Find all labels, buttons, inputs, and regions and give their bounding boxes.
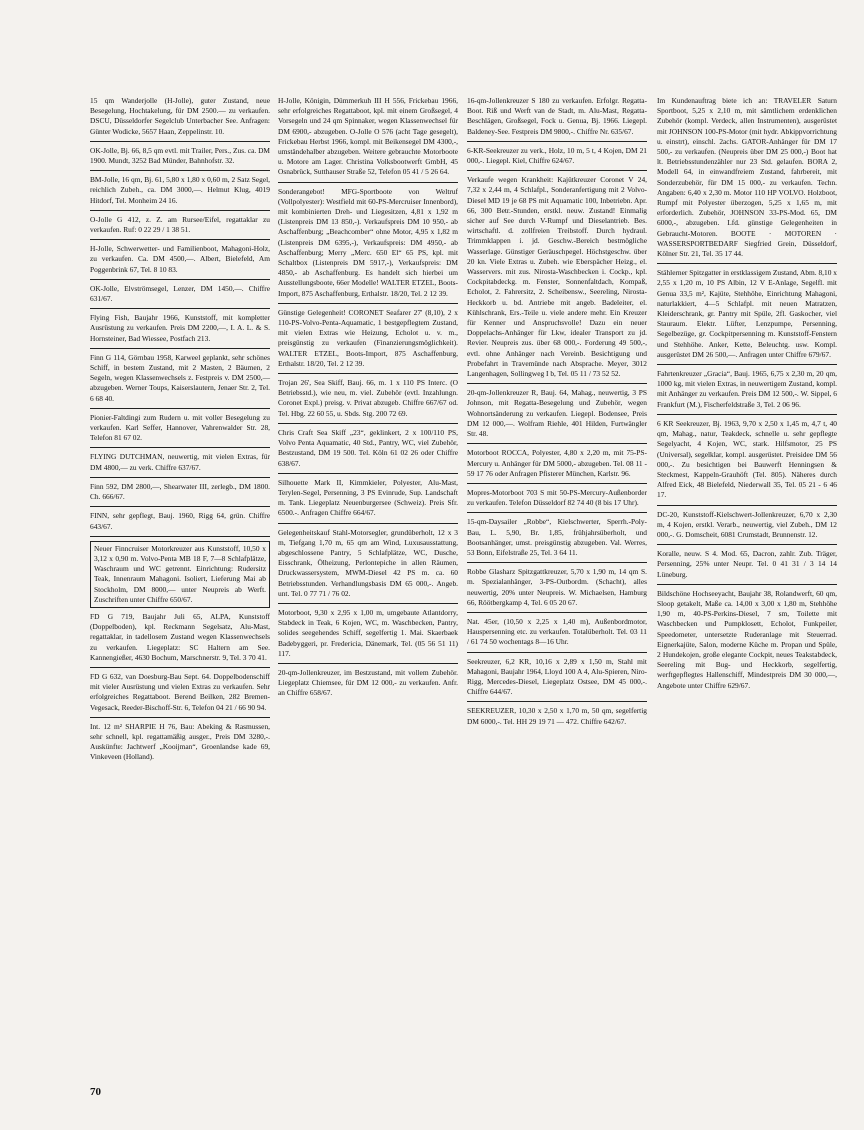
classified-ad: H-Jolle, Schwerwetter- und Familienboot, Mahagoni-Holz, zu verkaufen. Ca. DM 4500,—. Albert, Bielefeld, Am Poggenbrink 67, Tel. 8 10 83. bbox=[90, 244, 270, 280]
classified-ad: Finn G 114, Görnbau 1958, Karweel geplankt, sehr schönes Schiff, in bestem Zustand, mit 2 Masten, 2 Bäumen, 2 Segeln, wegen Klassenwechsels z. Festpreis v. DM 2500,— abzugeben. Werner Toups, Kaiserslautern, Jenaer Str. 2, Tel. 6 68 40. bbox=[90, 353, 270, 409]
classified-ad: Int. 12 m² SHARPIE H 76, Bau: Abeking & Rasmussen, sehr schnell, kpl. regattamäßig ausger., Preis DM 3280,-. Auskünfte: Jachtwerf „Kooijman“, Groenlandse kade 69, Vinkeveen (Holland). bbox=[90, 721, 270, 762]
classified-ad: SEEKREUZER, 10,30 x 2,50 x 1,70 m, 50 qm, segelfertig DM 6000,-. Tel. HH 29 19 71 — 472. Chiffre 642/67. bbox=[467, 706, 647, 726]
classified-ad: Chris Craft Sea Skiff „23“, geklinkert, 2 x 100/110 PS, Volvo Penta Aquamatic, 40 Std., Pantry, WC, viel Zubehör, Bestzustand, DM 19 500. Tel. Köln 61 02 26 oder Chiffre 638/67. bbox=[278, 428, 458, 474]
classified-ad: 15-qm-Daysailer „Robbe“, Kielschwerter, Sperrh.-Poly-Bau, L. 5,90, Br. 1,85, frühjahrsüberholt, und Bootsanhänger, umst. preisgünstig abzugeben. Val. Werres, 53 Bonn, Eifelstraße 25, Tel. 3 64 11. bbox=[467, 517, 647, 563]
classified-ad: FLYING DUTCHMAN, neuwertig, mit vielen Extras, für DM 4800,— zu verk. Chiffre 637/67. bbox=[90, 452, 270, 477]
classified-ad: 20-qm-Jollenkreuzer, im Bestzustand, mit vollem Zubehör. Liegeplatz Chiemsee, für DM 12 000,- zu verkaufen. Anfr. an Chiffre 658/67. bbox=[278, 667, 458, 698]
page-number: 70 bbox=[90, 1086, 101, 1098]
classified-ad: Silhouette Mark II, Kimmkieler, Polyester, Alu-Mast, Terylen-Segel, Persenning, 3 PS Evinrude, Sup. Landschaft m. Tank. Liegeplatz Neuenburgersee (Schweiz). Preis Sfr. 6500.-. Anfragen Chiffre 664/67. bbox=[278, 478, 458, 524]
classified-ad: H-Jolle, Königin, Dümmerkuh III H 556, Frickebau 1966, sehr erfolgreiches Regattaboot, kpl. mit einem Großsegel, 4 Vorsegeln und 24 qm Spinnaker, wegen Klassenwechsel für DM 6900,- abzugeben. O-Jolle O 576 (acht Tage gesegelt), Frickebau Herbst 1966, kompl. mit Beikensegel DM 4300,-, umständehalber abzugeben. Weitere gebrauchte Motorboote u. Motore am Lager. Christina Volksbootwerft GmbH, 45 Osnabrück, Sutthauser Straße 52, Telefon 05 41 / 5 26 64. bbox=[278, 96, 458, 183]
classified-ad: Seekreuzer, 6,2 KR, 10,16 x 2,89 x 1,50 m, Stahl mit Mahagoni, Baujahr 1964, Lloyd 100 A 4, Alu-Spieren, Niro-Rigg, Mercedes-Diesel, Liegeplatz Ostsee, DM 45 000,-. Chiffre 644/67. bbox=[467, 657, 647, 703]
classified-ad: DC-20, Kunststoff-Kielschwert-Jollenkreuzer, 6,70 x 2,30 m, 4 Kojen, erstkl. Verarb., neuwertig, viel Zubeh., DM 12 000,-. G. Domscheit, 6081 Crumstadt, Brunnenstr. 12. bbox=[657, 510, 837, 546]
classified-ad: Nat. 45er, (10,50 x 2,25 x 1,40 m), Außenbordmotor, Hauspersenning etc. zu verkaufen. Totalüberholt. Tel. 03 11 / 61 74 50 wochentags 8—16 Uhr. bbox=[467, 617, 647, 653]
classified-ad: Motorboot, 9,30 x 2,95 x 1,00 m, umgebaute Atlantdorry, Stabdeck in Teak, 6 Kojen, WC, m. Waschbecken, Pantry, solides seegehendes Schiff, segelfertig 1. Mai. Skaerbaek Badebyggeri, pr. Fredericia, Dänemark, Tel. (05 56 51 11) 117. bbox=[278, 608, 458, 664]
classified-ad: Pionier-Faltdingi zum Rudern u. mit voller Besegelung zu verkaufen. Karl Seffer, Hannover, Vahrenwalder Str. 28, Telefon 81 67 02. bbox=[90, 413, 270, 449]
classified-ad: BM-Jolle, 16 qm, Bj. 61, 5,80 x 1,80 x 0,60 m, 2 Satz Segel, reichlich Zubeh., ca. DM 3000,—. Helmut Klug, 4019 Hitdorf, Tel. Monheim 24 16. bbox=[90, 175, 270, 211]
classified-page bbox=[84, 96, 837, 1076]
classified-ad: Flying Fish, Baujahr 1966, Kunststoff, mit kompletter Ausrüstung zu verkaufen. Preis DM 2200,—, I. A. L. & S. Hornsteiner, Bad Wiessee, Postfach 213. bbox=[90, 313, 270, 349]
classified-ad: FINN, sehr gepflegt, Bauj. 1960, Rigg 64, grün. Chiffre 643/67. bbox=[90, 511, 270, 536]
classified-ad: 20-qm-Jollenkreuzer R, Bauj. 64, Mahag., neuwertig, 3 PS Johnson, mit Regatta-Besegelung und Zubehör, wegen Wohnortsänderung zu verkaufen. Liegepl. Bodensee, Preis DM 12 000,—. Wolfram Riehle, 401 Hilden, Furtwängler Str. 48. bbox=[467, 388, 647, 444]
classified-ad: Motorboot ROCCA, Polyester, 4,80 x 2,20 m, mit 75-PS-Mercury u. Anhänger für DM 5000,- abzugeben. Tel. 08 11 - 59 17 76 oder Anfragen Pfisterer München, Karlstr. 96. bbox=[467, 448, 647, 484]
classified-ad: Bildschöne Hochseeyacht, Baujahr 38, Rolandwerft, 60 qm, Sloop getakelt, Maße ca. 14,00 x 3,00 x 1,80 m, Stehhöhe 1,90 m, 40-PS-Perkins-Diesel, 7 sm, Toilette mit Waschbecken und Pumpklosett, Echolot, Funkpeiler, Speedometer, untersetzte Ruderanlage mit Steuerrad. Eignerkajüte, Salon, moderne Küche m. Propan und Spüle, 2 Hundekojen, große elegante Cockpit, neues Teakstabdeck, Seereling mit Bug- und Heckkorb, segelfertig, werftgepflegtes Hallenschiff, Mindestpreis DM 30 000,—, Angebote unter Chiffre 629/67. bbox=[657, 588, 837, 690]
classified-ad: 15 qm Wanderjolle (H-Jolle), guter Zustand, neue Besegelung, Hochtakelung, für DM 2500.— zu verkaufen. DSCU, Düsseldorfer Segelclub Unterbacher See. Anfragen: Günter Wodicke, 5657 Haan, Zeppelinstr. 10. bbox=[90, 96, 270, 142]
classified-ad: Mopres-Motorboot 703 S mit 50-PS-Mercury-Außenborder zu verkaufen. Telefon Düsseldorf 82 74 40 (8 bis 17 Uhr). bbox=[467, 488, 647, 513]
classified-ad: Stählerner Spitzgatter in erstklassigem Zustand, Abm. 8,10 x 2,55 x 1,20 m, 10 PS Albin, 12 V E-Anlage, Segelfl. mit Genua 33,5 m², Kajüte, Stehhöhe, Einrichtung Mahagoni, naturlakkiert, 4—5 Schlafpl. mit neuen Matratzen, Kleiderschrank, gr. Pantry mit Spüle, 2fl. Gaskocher, viel Stauraum. Elektr. Lüfter, Lenzpumpe, Persenning, Segelbezüge, gr. Cockpitpersenning m. Kunststoff-Fenstern und Stehhöhe. Anker, Kette, Beleuchtg. usw. Kompl. ausgerüstet DM 26 500,—. Anfragen unter Chiffre 679/67. bbox=[657, 268, 837, 365]
classified-ad: Fahrtenkreuzer „Gracia“, Bauj. 1965, 6,75 x 2,30 m, 20 qm, 1000 kg, mit vielen Extras, in neuwertigem Zustand, kompl. mit Anhänger zu verkaufen. Preis DM 12 500,-. W. Sippel, 6 Frankfurt (M.), Fischerfeldstraße 3, Tel. 2 06 96. bbox=[657, 369, 837, 415]
classified-ad: 6-KR-Seekreuzer zu verk., Holz, 10 m, 5 t, 4 Kojen, DM 21 000,-. Liegepl. Kiel, Chiffre 624/67. bbox=[467, 146, 647, 171]
classified-ad: FD G 719, Baujahr Juli 65, ALPA, Kunststoff (Doppelboden), kpl. Reckmann Segelsatz, Alu-Mast, regattaklar, in tadellosem Zustand wegen Klassenwechsels zu verkaufen. Liegeplatz: SC Haltern am See. Kannengießer, 4630 Bochum, Marschnerstr. 9, Tel. 3 70 41. bbox=[90, 612, 270, 668]
classified-ad: Gelegenheitskauf Stahl-Motorsegler, grundüberholt, 12 x 3 m, Tiefgang 1,70 m, 65 qm am Wind, Luxusausstattung, abgeschlossene Pantry, 5 Schlafplätze, WC, Dusche, Eisschrank, Ölheizung, Perlontepiche in allen Räumen, Druckwassersystem, MWM-Diesel 42 PS m. ca. 60 Betriebsstunden. Verhandlungsbasis DM 65 000,-. Angeb. unt. Tel. 0 77 71 / 76 02. bbox=[278, 528, 458, 604]
column-3 bbox=[467, 96, 647, 735]
column-2 bbox=[278, 96, 458, 707]
column-1 bbox=[90, 96, 270, 771]
classified-ad: Im Kundenauftrag biete ich an: TRAVELER Saturn Sportboot, 5,25 x 2,10 m, mit sämtlichem erdenklichen Zubehör (kompl. Verdeck, allen Instrumenten), ausgerüstet mit JOHNSON 100-PS-Motor (mit hydr. Abkippvorrichtung u. einstrt), einschl. 2achs. GATOR-Anhänger für DM 17 500,- zu verkaufen. (Neupreis über DM 25 000,-) Boot hat lt. Betriebsstundenzähler nur 23 Std. gelaufen. BORA 2, Modell 64, in einwandfreiem Zustand, fahrbereit, mit Sonderzubehör, für DM 15 000,- zu verkaufen. Techn. Angaben: 6,40 x 2,30 m. Motor 110 HP VOLVO. Holzboot, Rumpf mit Polyester überzogen, 5,25 x 1,65 m, mit erforderlich. Zubehör, JOHNSON 33-PS-Mod. 65, DM 6000,-, abzugeben. Lfd. günstige Gelegenheiten in Gebraucht-Motoren. BOOTE · MOTOREN · WASSERSPORTBEDARF Siegfried Grein, Düsseldorf, Kölner Str. 21, Tel. 35 17 44. bbox=[657, 96, 837, 264]
classified-ad: O-Jolle G 412, z. Z. am Rursee/Eifel, regattaklar zu verkaufen. Ruf: 0 22 29 / 1 38 51. bbox=[90, 215, 270, 240]
boxed-classified-ad: Neuer Finncruiser Motorkreuzer aus Kunststoff, 10,50 x 3,12 x 0,90 m. Volvo-Penta MB 18 F, 7—8 Schlafplätze, Waschraum und WC getrennt. Einrichtung: Rudersitz Teak, Innenraum Mahagoni. Isoliert, Lieferung Mai ab Stockholm, DM 8000,— unter Neupreis ab Werft. Zuschriften unter Chiffre 650/67. bbox=[90, 541, 270, 608]
classified-ad: OK-Jolle, Elvströmsegel, Lenzer, DM 1450,—. Chiffre 631/67. bbox=[90, 284, 270, 309]
column-4 bbox=[657, 96, 837, 699]
classified-ad: Sonderangebot! MFG-Sportboote von Weltruf (Vollpolyester): Westfield mit 60-PS-Mercruiser Innenbord), mit kombinierten Dreh- und Liegesitzen, 4,81 x 1,92 m (Listenpreis DM 13 850,-). Verkaufspreis DM 10 950,- ab Aschaffenburg; „Beachcomber“ ohne Motor, 4,95 x 1,82 m (Listenpreis DM 6395,-), Verkaufspreis: DM 4950,- ab Aschaffenburg; Merry „Merc. 650 El“ 65 PS, kpl. mit Schaltbox (Listenpreis DM 5917,-), Verkaufspreis: DM 4850,- ab Aschaffenburg. Es handelt sich hierbei um Ausstellungsboote, 66er Modelle! WALTER ETZEL, Boots-Import, 875 Aschaffenburg, Erthalstr. 18/20, Tel. 2 12 39. bbox=[278, 187, 458, 304]
classified-ad: OK-Jolle, Bj. 66, 8,5 qm evtl. mit Trailer, Pers., Zus. ca. DM 1900. Mundt, 3252 Bad Münder, Bahnhofstr. 32. bbox=[90, 146, 270, 171]
classified-ad: Verkaufe wegen Krankheit: Kajütkreuzer Coronet V 24, 7,32 x 2,44 m, 4 Schlafpl., Sonderanfertigung mit 2 Volvo-Diesel MD 19 je 68 PS mit Aquamatic 100, Inbetriebn. Apr. 66, 300 Betr.-Stunden, erstkl. neuw. Zustand! Einmalig sicher auf See durch V-Rumpf und Dieselantrieb. Bes. wirtschaftl. d. zollfreien Treibstoff. Durch hydraul. Trimmklappen i. jd. Geschw.-Bereich bestmögliche Wasserlage. Günstiger Geräuschpegel. Höchstgeschw. über 20 kn. Viele Extras u. Zubeh. wie Eberspächer Heizg., el. Wasservers. mit zus. Nirosta-Waschbecken i. Cockp., kpl. Cockpitabdeckg. m. Fenster, Sonnenfaltdach, Kompaß, Echolot, 2. Fahrersitz, 2. Scheibensw., Seereling, Nirosta-Heckkorb u. bd. Antriebe mit angeb. Badeleiter, el. Kühlschrank, Ers.-Teile u. viele andere mehr. Ein Kreuzer für Kenner und Anspruchsvolle! Dazu ein neuer Doppelachs-Anhänger für Lkw, idealer Transport zu jd. Revier. Neupreis zus. über 68 000,-. Forderung 49 500,-, evtl. ohne Anhänger nach Vereinb. Besichtigung und Probefahrt in Travemünde nach Absprache. Meyer, 3012 Langenhagen, Sollingweg I b, Tel. 05 11 / 73 52 52. bbox=[467, 175, 647, 384]
classified-ad: Robbe Glasharz Spitzgattkreuzer, 5,70 x 1,90 m, 14 qm S. m. Spezialanhänger, 3-PS-Outbordm. (Schacht), alles neuwertig, 20% unter Neupreis. W. Michaelsen, Hamburg 66, Röötbergkamp 4, Tel. 6 05 20 67. bbox=[467, 567, 647, 613]
classified-ad: 6 KR Seekreuzer, Bj. 1963, 9,70 x 2,50 x 1,45 m, 4,7 t, 40 qm, Mahag., natur, Teakdeck, schnelle u. sehr gepflegte Segelyacht, 4 Kojen, WC, stark. Hilfsmotor, 25 PS (Universal), segelklar, kompl. ausgerüstet. Preisidee DM 56 000,-. Zu besichtigen bei Bauwerft Henningsen & Steckmest, Kappeln-Grauhöft (Tel. 805). Näheres durch Alfred Eick, 48 Bielefeld, Niederwall 35, Tel. 05 21 - 6 46 17. bbox=[657, 419, 837, 506]
classified-ad: Finn 592, DM 2800,—, Shearwater III, zerlegb., DM 1800. Ch. 666/67. bbox=[90, 482, 270, 507]
classified-ad: Koralle, neuw. S 4. Mod. 65, Dacron, zahlr. Zub. Träger, Persenning, 25% unter Neupr. Tel. 0 41 31 / 3 14 14 Lüneburg. bbox=[657, 549, 837, 585]
classified-ad: 16-qm-Jollenkreuzer S 180 zu verkaufen. Erfolgr. Regatta-Boot. Riß und Werft van de Stadt, m. Alu-Mast, Regatta-Beschlägen, Großsegel, Fock u. Genua, Bj. 1966. Liegepl. Baldeney-See. Festpreis DM 9800,-. Chiffre Nr. 635/67. bbox=[467, 96, 647, 142]
classified-ad: Trojan 26', Sea Skiff, Bauj. 66, m. 1 x 110 PS Interc. (O Betriebsstd.), wie neu, m. viel. Zubehör (evtl. Inzahlungn. Coronet Expl.) preisg. v. Privat abzugeb. Chiffre 667/67 od. Tel. Hbg. 22 60 55, u. Sbds. Stg. 200 72 69. bbox=[278, 378, 458, 424]
classified-ad: Günstige Gelegenheit! CORONET Seafarer 27' (8,10), 2 x 110-PS-Volvo-Penta-Aquamatic, 1 bestgepflegtem Zustand, mit vielen Extras wie Heizung, Echolot u. v. m., preisgünstig zu verkaufen (Finanzierungsmöglichkeit). WALTER ETZEL, Boots-Import, 875 Aschaffenburg, Erthalstr. 18/20, Tel. 2 12 39. bbox=[278, 308, 458, 374]
classified-ad: FD G 632, van Doesburg-Bau Sept. 64. Doppelbodenschiff mit vieler Ausrüstung und vielen Extras zu verkaufen. Sehr erfolgreiches Regattaboot. Berend Beilken, 282 Bremen-Vegesack, Reeder-Bischoff-Str. 6, Telefon 04 21 / 66 90 94. bbox=[90, 672, 270, 718]
